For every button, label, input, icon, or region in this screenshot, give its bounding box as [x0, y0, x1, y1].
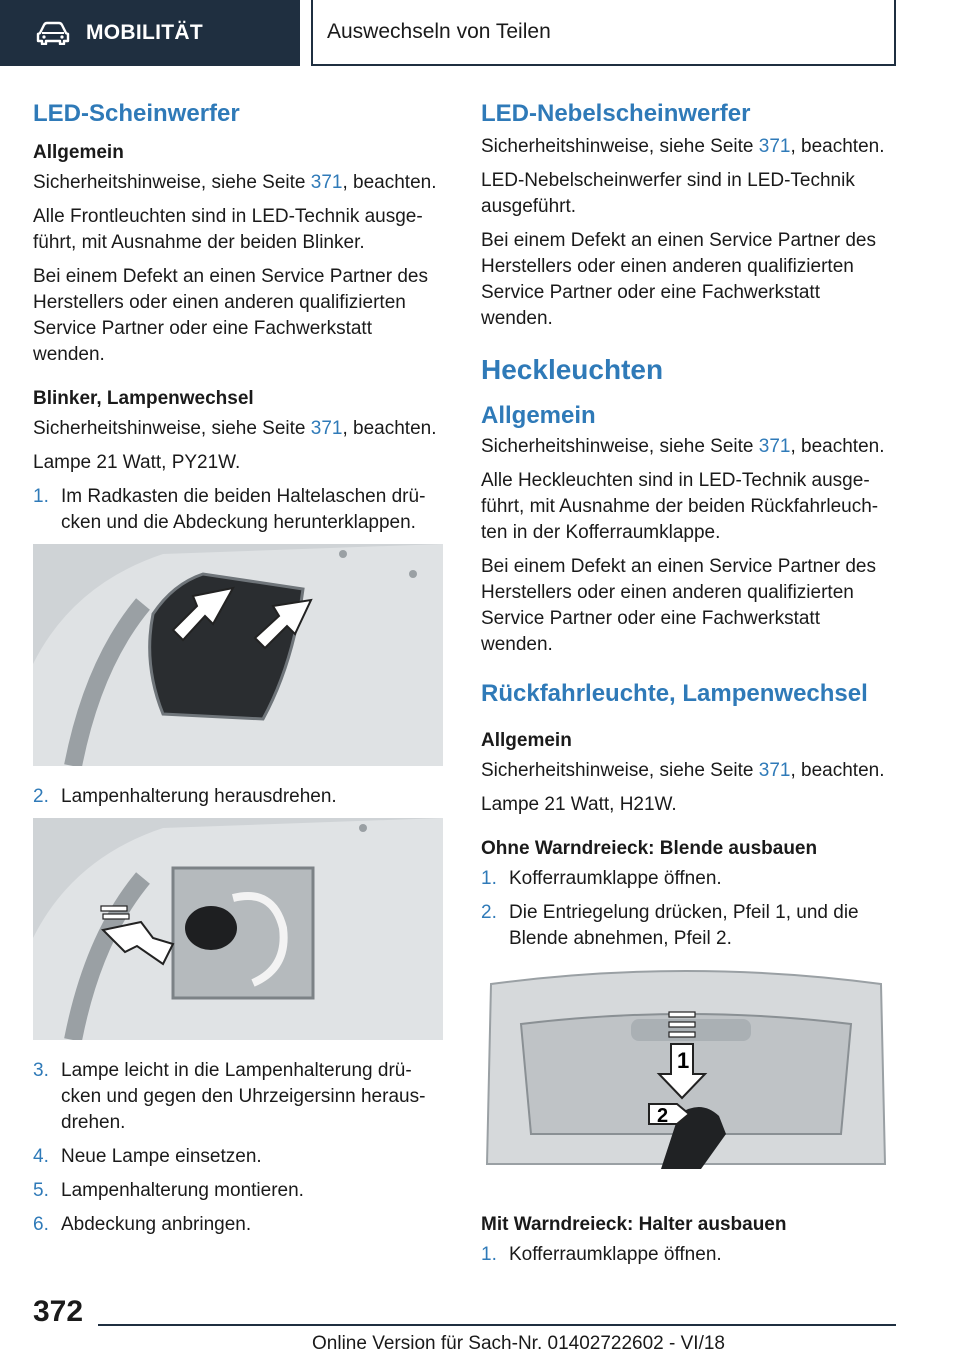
step-list: [33, 1058, 443, 1238]
paragraph: Bei einem Defekt an einen Service Partner des Herstellers oder einen anderen qualifizierten Service Partner oder eine Fachwerkstatt wenden.: [481, 230, 876, 329]
safety-note: Sicherheitshinweise, siehe Seite 371, beachten.: [481, 760, 885, 781]
paragraph: Bei einem Defekt an einen Service Partner des Herstellers oder einen anderen qualifizierten Service Partner oder eine Fachwerkstatt wenden.: [33, 266, 428, 365]
page-link[interactable]: 371: [758, 760, 791, 781]
safety-note: Sicherheitshinweise, siehe Seite 371, beachten.: [33, 418, 437, 439]
figure-wheel-arch-cover: [33, 544, 443, 766]
lamp-spec: Lampe 21 Watt, PY21W.: [33, 452, 241, 473]
tail-light-title: Heckleuchten: [481, 354, 664, 385]
paragraph: Alle Heckleuchten sind in LED-Technik ausgeführt, mit Ausnahme der beiden Rückfahrleuchten in der Kofferraumklappe.: [481, 470, 879, 543]
right-column: [481, 100, 891, 1276]
general-heading: Allgemein: [33, 142, 124, 163]
lamp-spec: Lampe 21 Watt, H21W.: [481, 794, 677, 815]
fog-light-title: LED-Nebelscheinwerfer: [481, 100, 751, 127]
reverse-general-heading: Allgemein: [481, 730, 572, 751]
blinker-heading: Blinker, Lampenwechsel: [33, 388, 254, 409]
safety-note: Sicherheitshinweise, siehe Seite 371, beachten.: [481, 136, 885, 157]
online-version-text: Online Version für Sach-Nr. 01402722602 - VI/18: [312, 1333, 725, 1354]
figure-label-1: 1: [677, 1048, 690, 1073]
page-link[interactable]: 371: [758, 436, 791, 457]
led-headlight-title: LED-Scheinwerfer: [33, 100, 240, 127]
list-item: 1. Kofferraumklappe öffnen.: [481, 1244, 722, 1265]
step-list: [481, 866, 891, 952]
reverse-light-title: Rückfahrleuchte, Lampenwechsel: [481, 680, 868, 707]
header-section-tab: [0, 0, 300, 66]
list-item: 5. Lampenhalterung montieren.: [33, 1180, 304, 1201]
list-item: 1. Kofferraumklappe öffnen.: [481, 868, 722, 889]
paragraph: LED-Nebelscheinwerfer sind in LED-Technik ausgeführt.: [481, 170, 855, 217]
footer-divider: [98, 1324, 896, 1326]
safety-note: Sicherheitshinweise, siehe Seite 371, beachten.: [481, 436, 885, 457]
list-item: 3. Lampe leicht in die Lampenhalterung drücken und gegen den Uhrzeigersinn herausdrehen.: [33, 1060, 426, 1133]
paragraph: Alle Frontleuchten sind in LED-Technik ausgeführt, mit Ausnahme der beiden Blinker.: [33, 206, 423, 253]
tail-general-heading: Allgemein: [481, 402, 596, 429]
page-link[interactable]: 371: [758, 136, 791, 157]
section-title: MOBILITÄT: [86, 21, 204, 44]
chapter-title-text: Auswechseln von Teilen: [327, 20, 551, 43]
list-item: 4. Neue Lampe einsetzen.: [33, 1146, 262, 1167]
list-item: 6. Abdeckung anbringen.: [33, 1214, 252, 1235]
lamp-holder-illustration: [33, 818, 443, 1040]
safety-note: Sicherheitshinweise, siehe Seite 371, beachten.: [33, 172, 437, 193]
list-item: 2. Lampenhalterung herausdrehen.: [33, 786, 337, 807]
step-list: [33, 784, 443, 810]
page-link[interactable]: 371: [310, 418, 343, 439]
list-item: 1. Im Radkasten die beiden Haltelaschen drücken und die Abdeckung herunterklappen.: [33, 486, 426, 533]
no-triangle-heading: Ohne Warndreieck: Blende ausbauen: [481, 838, 818, 859]
step-list: [33, 484, 443, 536]
list-item: 2. Die Entriegelung drücken, Pfeil 1, und die Blende abnehmen, Pfeil 2.: [481, 902, 859, 949]
page-link[interactable]: 371: [310, 172, 343, 193]
page-number: 372: [33, 1295, 84, 1328]
with-triangle-heading: Mit Warndreieck: Halter ausbauen: [481, 1214, 787, 1235]
wheel-arch-illustration: [33, 544, 443, 766]
left-column: [33, 100, 443, 1246]
chapter-title: [311, 0, 896, 66]
car-icon: [36, 21, 70, 45]
trunk-lid-illustration: [481, 964, 891, 1184]
figure-lamp-holder: [33, 818, 443, 1040]
figure-label-2: 2: [657, 1105, 669, 1127]
paragraph: Bei einem Defekt an einen Service Partner des Herstellers oder einen anderen qualifizierten Service Partner oder eine Fachwerkstatt wenden.: [481, 556, 876, 655]
step-list: [481, 1242, 891, 1268]
figure-trunk-lid: [481, 964, 891, 1184]
